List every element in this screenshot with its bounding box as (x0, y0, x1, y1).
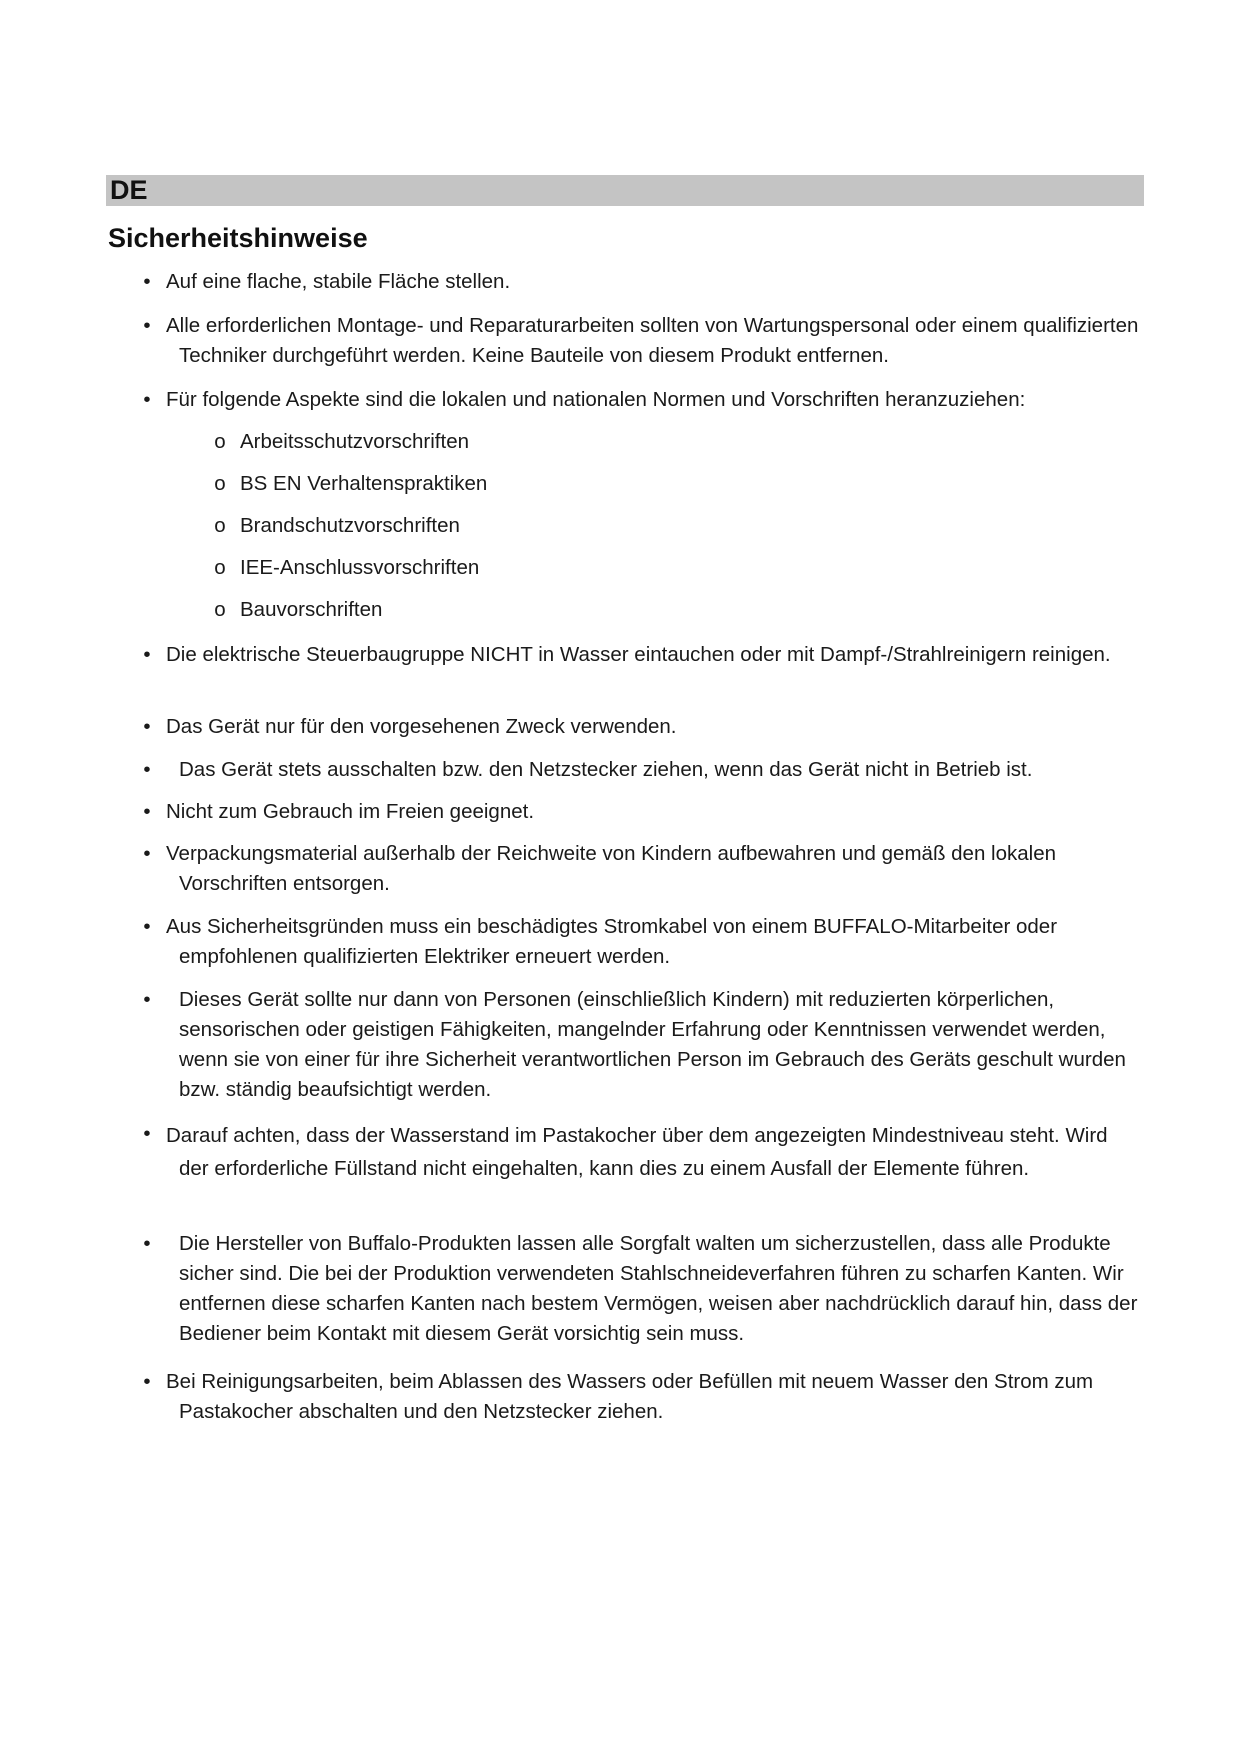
sub-list-item (213, 511, 460, 541)
bullet-icon: • (143, 270, 151, 293)
list-item (140, 985, 1140, 1105)
bullet-icon: • (143, 758, 151, 781)
bullet-icon: • (143, 1370, 151, 1393)
circle-bullet-icon: o (214, 514, 226, 537)
list-item-text: Das Gerät nur für den vorgesehenen Zweck verwenden. (166, 715, 677, 738)
list-item-text: Verpackungsmaterial außerhalb der Reichweite von Kindern aufbewahren und gemäß den lokalen Vorschriften entsorgen. (166, 842, 1057, 895)
bullet-icon: • (143, 388, 151, 411)
list-item (140, 755, 1140, 785)
circle-bullet-icon: o (214, 472, 226, 495)
bullet-icon: • (143, 643, 151, 666)
list-item (140, 267, 1140, 297)
sub-list-item (213, 427, 469, 457)
sub-list-item-text: Brandschutzvorschriften (240, 514, 460, 537)
bullet-icon: • (143, 800, 151, 823)
bullet-icon: • (143, 314, 151, 337)
list-item (140, 640, 1140, 670)
list-item-text: Nicht zum Gebrauch im Freien geeignet. (166, 800, 535, 823)
sub-list-item (213, 553, 479, 583)
list-item (140, 1229, 1140, 1349)
bullet-icon: • (143, 715, 151, 738)
sub-list-item (213, 595, 382, 625)
bullet-icon: • (143, 1232, 151, 1255)
list-item (140, 1119, 1140, 1185)
list-item-text: Bei Reinigungsarbeiten, beim Ablassen des Wassers oder Befüllen mit neuem Wasser den Strom zum Pastakocher abschalten und den Netzstecker ziehen. (166, 1370, 1094, 1423)
list-item (140, 385, 1140, 415)
circle-bullet-icon: o (214, 430, 226, 453)
list-item-text: Alle erforderlichen Montage- und Reparaturarbeiten sollten von Wartungspersonal oder einem qualifizierten Techniker durchgeführt werden. Keine Bauteile von diesem Produkt entfernen. (166, 314, 1139, 367)
list-item-text: Dieses Gerät sollte nur dann von Personen (einschließlich Kindern) mit reduzierten körperlichen, sensorischen oder geistigen Fähigkeiten, mangelnder Erfahrung oder Kenntnissen verwendet werden, wenn sie von einer für ihre Sicherheit verantwortlichen Person im Gebrauch des Geräts geschult wurden bzw. ständig beaufsichtigt werden. (179, 988, 1126, 1101)
language-code: DE (110, 175, 148, 205)
list-item-text: Das Gerät stets ausschalten bzw. den Netzstecker ziehen, wenn das Gerät nicht in Betrieb ist. (179, 758, 1033, 781)
circle-bullet-icon: o (214, 556, 226, 579)
bullet-icon: • (143, 842, 151, 865)
sub-list-item-text: Bauvorschriften (240, 598, 383, 621)
list-item (140, 839, 1140, 899)
list-item-text: Auf eine flache, stabile Fläche stellen. (166, 270, 511, 293)
sub-list-item-text: IEE-Anschlussvorschriften (240, 556, 480, 579)
sub-list-item (213, 469, 487, 499)
list-item (140, 311, 1140, 371)
list-item-text: Die elektrische Steuerbaugruppe NICHT in Wasser eintauchen oder mit Dampf-/Strahlreinigern reinigen. (166, 643, 1111, 666)
list-item (140, 712, 1140, 742)
bullet-icon: • (143, 915, 151, 938)
page-title: Sicherheitshinweise (108, 223, 368, 253)
language-bar (106, 175, 1144, 206)
list-item (140, 797, 1140, 827)
list-item-text: Die Hersteller von Buffalo-Produkten lassen alle Sorgfalt walten um sicherzustellen, dass alle Produkte sicher sind. Die bei der Produktion verwendeten Stahlschneideverfahren führen zu scharfen Kanten. Wir entfernen diese scharfen Kanten nach bestem Vermögen, weisen aber nachdrücklich darauf hin, dass der Bediener beim Kontakt mit diesem Gerät vorsichtig sein muss. (179, 1232, 1138, 1345)
bullet-icon: • (143, 988, 151, 1011)
bullet-icon: • (143, 1122, 151, 1145)
list-item (140, 1367, 1140, 1427)
list-item-text: Aus Sicherheitsgründen muss ein beschädigtes Stromkabel von einem BUFFALO-Mitarbeiter oder empfohlenen qualifizierten Elektriker erneuert werden. (166, 915, 1058, 968)
list-item (140, 912, 1140, 972)
circle-bullet-icon: o (214, 598, 226, 621)
sub-list-item-text: Arbeitsschutzvorschriften (240, 430, 470, 453)
sub-list-item-text: BS EN Verhaltenspraktiken (240, 472, 488, 495)
list-item-text: Darauf achten, dass der Wasserstand im Pastakocher über dem angezeigten Mindestniveau steht. Wird der erforderliche Füllstand nicht eingehalten, kann dies zu einem Ausfall der Elemente führen. (166, 1124, 1108, 1180)
list-item-text: Für folgende Aspekte sind die lokalen und nationalen Normen und Vorschriften heranzuziehen: (166, 388, 1026, 411)
